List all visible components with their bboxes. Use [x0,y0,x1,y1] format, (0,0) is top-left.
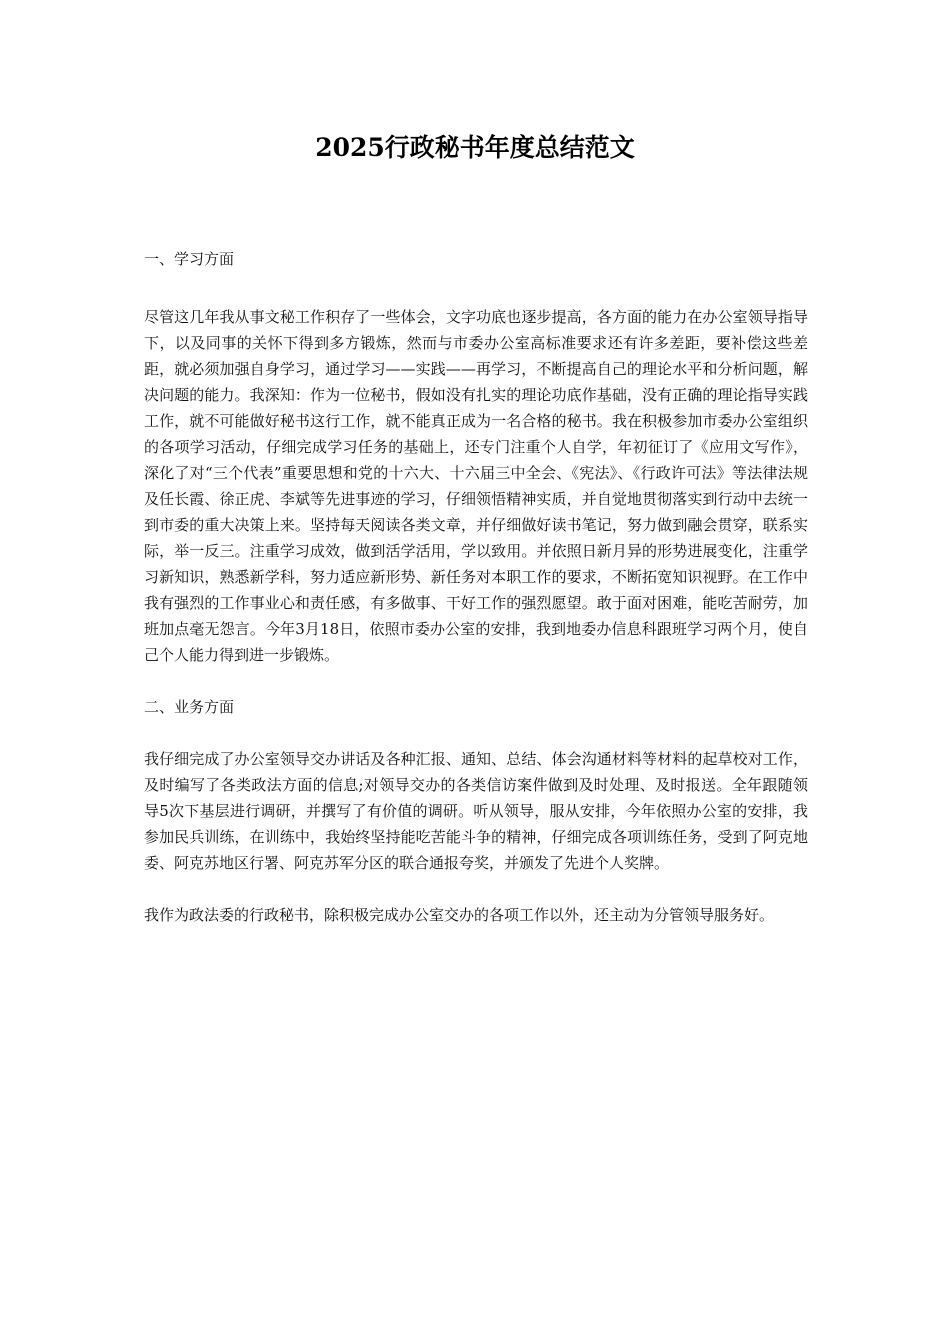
document-title: 2025行政秘书年度总结范文 [315,133,635,162]
paragraph-business-1: 我仔细完成了办公室领导交办讲话及各种汇报、通知、总结、体会沟通材料等材料的起草校对工作，及时编写了各类政法方面的信息;对领导交办的各类信访案件做到及时处理、及时报送。全年跟随领导5次下基层进行调研，并撰写了有价值的调研。听从领导，服从安排，今年依照办公室的安排，我参加民兵训练，在训练中，我始终坚持能吃苦能斗争的精神，仔细完成各项训练任务，受到了阿克地委、阿克苏地区行署、阿克苏军分区的联合通报夸奖，并颁发了先进个人奖牌。 [144,750,808,872]
paragraph-study: 尽管这几年我从事文秘工作积存了一些体会，文字功底也逐步提高，各方面的能力在办公室领导指导下，以及同事的关怀下得到多方锻炼，然而与市委办公室高标准要求还有许多差距，要补偿这些差距，就必须加强自身学习，通过学习——实践——再学习，不断提高自己的理论水平和分析问题，解决问题的能力。我深知：作为一位秘书，假如没有扎实的理论功底作基础，没有正确的理论指导实践工作，就不可能做好秘书这行工作，就不能真正成为一名合格的秘书。我在积极参加市委办公室组织的各项学习活动，仔细完成学习任务的基础上，还专门注重个人自学，年初征订了《应用文写作》，深化了对“三个代表”重要思想和党的十六大、十六届三中全会、《宪法》、《行政许可法》等法律法规及任长霞、徐正虎、李斌等先进事迹的学习，仔细领悟精神实质，并自觉地贯彻落实到行动中去统一到市委的重大决策上来。坚持每天阅读各类文章，并仔细做好读书笔记，努力做到融会贯穿，联系实际，举一反三。注重学习成效，做到活学活用，学以致用。并依照日新月异的形势进展变化，注重学习新知识，熟悉新学科，努力适应新形势、新任务对本职工作的要求，不断拓宽知识视野。在工作中我有强烈的工作事业心和责任感，有多做事、干好工作的强烈愿望。敢于面对困难，能吃苦耐劳，加班加点毫无怨言。今年3月18日，依照市委办公室的安排，我到地委办信息科跟班学习两个月，使自己个人能力得到进一步锻炼。 [144,308,808,664]
section-heading-business: 二、业务方面 [144,698,235,716]
section-heading-study: 一、学习方面 [144,250,235,268]
paragraph-business-2: 我作为政法委的行政秘书，除积极完成办公室交办的各项工作以外，还主动为分管领导服务好。 [144,906,775,924]
document-body [144,246,808,928]
